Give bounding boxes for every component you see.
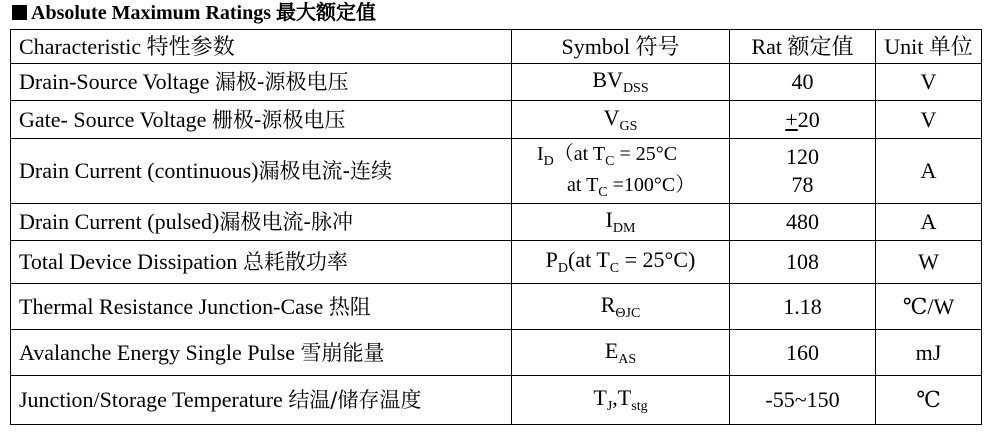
characteristic-cell: Junction/Storage Temperature 结温/储存温度 [11, 376, 512, 425]
unit-cell: V [876, 64, 982, 101]
symbol-cell: $E_{AS}$ [512, 330, 730, 376]
value-cell: 480 [730, 204, 876, 241]
unit-cell: V [876, 101, 982, 139]
value-cell: 108 [730, 241, 876, 284]
symbol-cell: $BV_{DSS}$ [512, 64, 730, 101]
table-row [11, 330, 982, 376]
table-header-row [11, 30, 982, 64]
table-row [11, 101, 982, 139]
characteristic-cell: Total Device Dissipation 总耗散功率 [11, 241, 512, 284]
plus-minus-sign: + [785, 106, 798, 132]
header-symbol: Symbol 符号 [512, 30, 730, 64]
unit-cell: W [876, 241, 982, 284]
value-cell: 160 [730, 330, 876, 376]
symbol-cell: $P_D(at$ $T_C = 25^\circ C$) [512, 241, 730, 284]
header-rating: Rat 额定值 [730, 30, 876, 64]
unit-cell: mJ [876, 330, 982, 376]
table-row [11, 284, 982, 330]
value-cell: 40 [730, 64, 876, 101]
unit-cell: ℃ [876, 376, 982, 425]
characteristic-cell: Avalanche Energy Single Pulse 雪崩能量 [11, 330, 512, 376]
value-cell: +20 [730, 101, 876, 139]
symbol-line: $I_D(at$ $T_C = 25^\circ C$ [537, 143, 678, 169]
table-row [11, 376, 982, 425]
value-cell: 1.18 [730, 284, 876, 330]
characteristic-cell: Thermal Resistance Junction-Case 热阻 [11, 284, 512, 330]
characteristic-cell: Drain-Source Voltage 漏极-源极电压 [11, 64, 512, 101]
symbol-cell [512, 139, 730, 204]
table-row [11, 241, 982, 284]
symbol-line: at $T_C =100^\circ C$） [567, 174, 696, 200]
header-characteristic: Characteristic 特性参数 [11, 30, 512, 64]
header-unit: Unit 单位 [876, 30, 982, 64]
value-cell: -55~150 [730, 376, 876, 425]
table-row [11, 139, 982, 204]
characteristic-cell: Drain Current (pulsed)漏极电流-脉冲 [11, 204, 512, 241]
characteristic-cell: Drain Current (continuous)漏极电流-连续 [11, 139, 512, 204]
symbol-cell: $T_J,T_{stg}$ [512, 376, 730, 425]
table-row [11, 64, 982, 101]
square-bullet-icon [12, 5, 27, 20]
unit-cell: A [876, 204, 982, 241]
ratings-table [10, 29, 982, 425]
table-row [11, 204, 982, 241]
symbol-cell: $I_{DM}$ [512, 204, 730, 241]
section-title: Absolute Maximum Ratings 最大额定值 [12, 0, 376, 28]
value-cell: 120 78 [730, 139, 876, 204]
symbol-cell: $R_{\Theta JC}$ [512, 284, 730, 330]
characteristic-cell: Gate- Source Voltage 栅极-源极电压 [11, 101, 512, 139]
unit-cell: A [876, 139, 982, 204]
unit-cell: ℃/W [876, 284, 982, 330]
symbol-cell: $V_{GS}$ [512, 101, 730, 139]
